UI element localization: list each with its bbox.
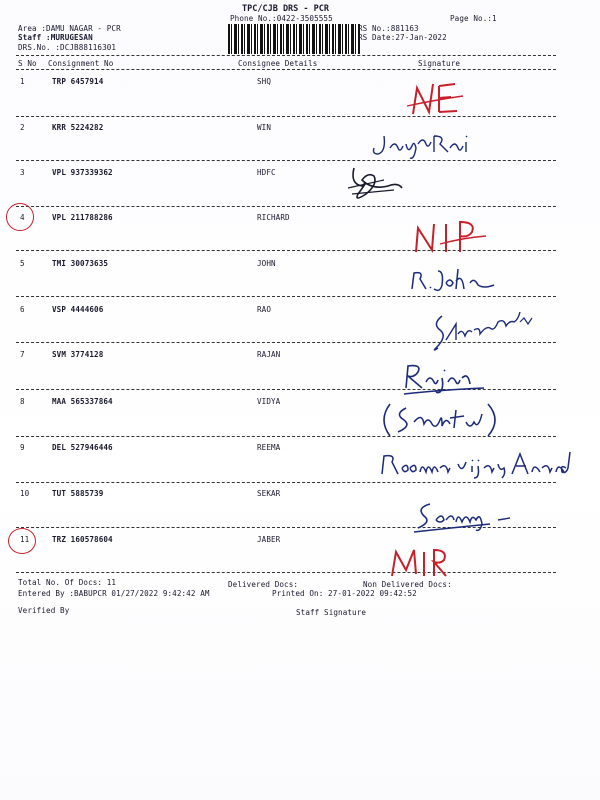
row-consignee: JABER xyxy=(257,535,281,544)
row-sno: 7 xyxy=(20,350,25,359)
table-row xyxy=(0,168,600,182)
row-divider xyxy=(16,572,556,573)
total-docs: Total No. Of Docs: 11 xyxy=(18,578,117,587)
row-consignee: RAJAN xyxy=(257,350,281,359)
row-consignment: KRR 5224282 xyxy=(52,123,104,132)
row-consignment: SVM 3774128 xyxy=(52,350,104,359)
staff-signature: Staff Signature xyxy=(296,608,367,617)
page-number: Page No.:1 xyxy=(450,14,497,23)
row-consignment: TUT 5885739 xyxy=(52,489,104,498)
row-consignee: SHQ xyxy=(257,77,272,86)
column-divider xyxy=(16,69,556,70)
col-sno: S No xyxy=(18,59,37,68)
entered-by: Entered By :BABUPCR 01/27/2022 9:42:42 AM xyxy=(18,589,210,598)
signature-rajan xyxy=(400,358,490,398)
row-sno: 10 xyxy=(20,489,30,498)
col-consignment: Consignment No xyxy=(48,59,114,68)
row-consignment: VSP 4444606 xyxy=(52,305,104,314)
col-consignee: Consignee Details xyxy=(238,59,318,68)
signature-mir xyxy=(388,544,454,580)
signature-sekar xyxy=(410,498,520,538)
row-consignee: REEMA xyxy=(257,443,281,452)
row-4-circle-mark xyxy=(6,203,34,231)
table-row xyxy=(0,397,600,411)
signature-hdfc-scribble xyxy=(344,164,404,204)
row-consignee: SEKAR xyxy=(257,489,281,498)
row-sno: 1 xyxy=(20,77,25,86)
signature-jayarai xyxy=(370,130,480,160)
staff-label: Staff :MURUGESAN xyxy=(18,33,93,42)
row-consignment: DEL 527946446 xyxy=(52,443,113,452)
row-consignment: TRP 6457914 xyxy=(52,77,104,86)
signature-ne xyxy=(405,78,465,120)
col-signature: Signature xyxy=(418,59,461,68)
non-delivered-docs: Non Delivered Docs: xyxy=(363,580,452,589)
row-11-circle-mark xyxy=(8,528,36,554)
area-label: Area :DAMU NAGAR - PCR xyxy=(18,24,121,33)
row-sno: 9 xyxy=(20,443,25,452)
printed-on: Printed On: 27-01-2022 09:42:52 xyxy=(272,589,417,598)
row-consignee: RAO xyxy=(257,305,272,314)
row-sno: 4 xyxy=(20,213,25,222)
row-consignment: TRZ 160578604 xyxy=(52,535,113,544)
row-consignee: JOHN xyxy=(257,259,276,268)
row-divider xyxy=(16,116,556,117)
signature-rjohn xyxy=(408,265,498,297)
table-row xyxy=(0,77,600,91)
delivered-docs: Delivered Docs: xyxy=(228,580,299,589)
table-row xyxy=(0,213,600,227)
row-divider xyxy=(16,206,556,207)
row-consignment: MAA 565337864 xyxy=(52,397,113,406)
row-sno: 5 xyxy=(20,259,25,268)
signature-vidya xyxy=(380,400,500,440)
row-sno: 11 xyxy=(20,535,30,544)
table-row xyxy=(0,259,600,273)
row-sno: 3 xyxy=(20,168,25,177)
row-consignee: VIDYA xyxy=(257,397,281,406)
verified-by: Verified By xyxy=(18,606,70,615)
rs-number: RS No.:881163 xyxy=(358,24,419,33)
row-consignment: VPL 937339362 xyxy=(52,168,113,177)
row-consignment: TMI 30073635 xyxy=(52,259,109,268)
signature-reema xyxy=(378,448,578,480)
sheet-title: TPC/CJB DRS - PCR xyxy=(242,4,329,14)
row-sno: 2 xyxy=(20,123,25,132)
barcode xyxy=(228,24,360,54)
rs-date: RS Date:27-Jan-2022 xyxy=(358,33,447,42)
signature-rao xyxy=(428,310,538,356)
row-divider xyxy=(16,160,556,161)
row-consignee: WIN xyxy=(257,123,272,132)
row-sno: 8 xyxy=(20,397,25,406)
header-divider xyxy=(16,55,556,56)
signature-nip xyxy=(410,214,490,256)
table-row xyxy=(0,123,600,137)
row-divider xyxy=(16,482,556,483)
row-consignee: HDFC xyxy=(257,168,276,177)
drs-number: DRS.No. :DCJB88116301 xyxy=(18,43,117,52)
phone-number: Phone No.:0422-3505555 xyxy=(230,14,333,23)
row-consignment: VPL 211788286 xyxy=(52,213,113,222)
row-consignee: RICHARD xyxy=(257,213,290,222)
row-sno: 6 xyxy=(20,305,25,314)
